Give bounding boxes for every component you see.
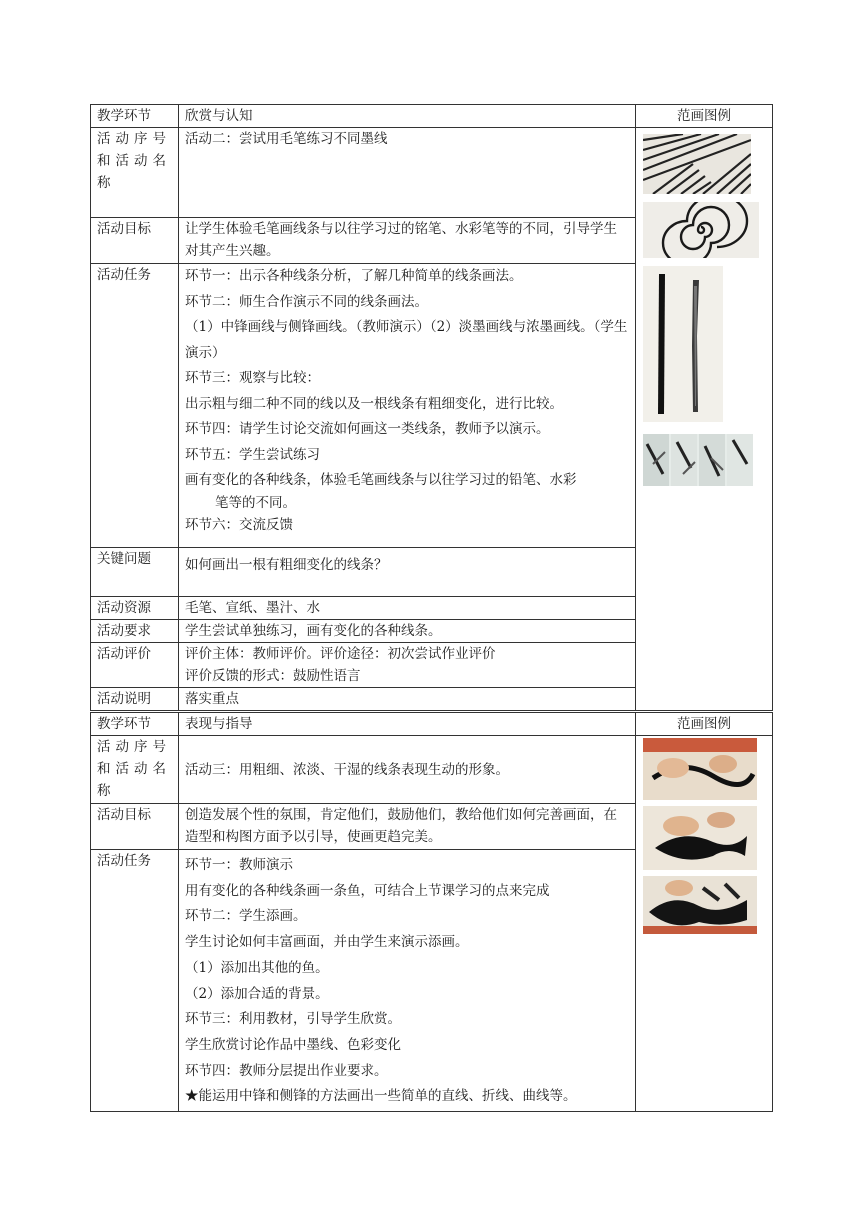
header-cell-stage: 教学环节 bbox=[91, 105, 179, 128]
row-content: 评价主体：教师评价。评价途径：初次尝试作业评价 评价反馈的形式：鼓励性语言 bbox=[179, 643, 636, 688]
table-row bbox=[91, 736, 773, 804]
row-label: 活动资源 bbox=[91, 597, 179, 620]
fish-drawing-photo bbox=[643, 806, 757, 870]
student-practice-photo bbox=[643, 434, 753, 486]
row-content: 毛笔、宣纸、墨汁、水 bbox=[179, 597, 636, 620]
example-images-cell bbox=[636, 736, 773, 1112]
table-row bbox=[91, 128, 773, 218]
table-header-row bbox=[91, 713, 773, 736]
student-addition-photo bbox=[643, 876, 757, 934]
row-label: 活动序号和活动名称 bbox=[91, 736, 179, 804]
row-content: 如何画出一根有粗细变化的线条？ bbox=[179, 548, 636, 597]
header-cell-stage: 教学环节 bbox=[91, 713, 179, 736]
row-label: 活动目标 bbox=[91, 804, 179, 850]
lesson-table-1 bbox=[90, 104, 773, 711]
row-label: 活动要求 bbox=[91, 620, 179, 643]
row-label: 活动目标 bbox=[91, 218, 179, 264]
row-content: 让学生体验毛笔画线条与以往学习过的铭笔、水彩笔等的不同，引导学生对其产生兴趣。 bbox=[179, 218, 636, 264]
header-cell-section: 欣赏与认知 bbox=[179, 105, 636, 128]
row-label: 关键问题 bbox=[91, 548, 179, 597]
row-label: 活动序号和活动名称 bbox=[91, 128, 179, 218]
row-label: 活动任务 bbox=[91, 264, 179, 548]
row-content: 活动二：尝试用毛笔练习不同墨线 bbox=[179, 128, 636, 218]
header-cell-examples: 范画图例 bbox=[636, 105, 773, 128]
row-label: 活动任务 bbox=[91, 850, 179, 1112]
brush-strokes-image bbox=[643, 266, 723, 422]
row-content: 活动三：用粗细、浓淡、干湿的线条表现生动的形象。 bbox=[179, 736, 636, 804]
diagonal-lines-image bbox=[643, 134, 751, 194]
row-label: 活动评价 bbox=[91, 643, 179, 688]
row-label: 活动说明 bbox=[91, 688, 179, 711]
header-cell-section: 表现与指导 bbox=[179, 713, 636, 736]
teacher-demo-photo bbox=[643, 738, 757, 800]
spiral-line-image bbox=[643, 202, 759, 258]
header-cell-examples: 范画图例 bbox=[636, 713, 773, 736]
table-header-row bbox=[91, 105, 773, 128]
example-images-cell bbox=[636, 128, 773, 711]
row-content: 环节一：出示各种线条分析，了解几种简单的线条画法。 环节二：师生合作演示不同的线条画法。 （1）中锋画线与侧锋画线。（教师演示）（2）淡墨画线与浓墨画线。（学生演示） 环节三：观察与比较： 出示粗与细二种不同的线以及一根线条有粗细变化，进行比较。 环节四：请学生讨论交流如何画这一类线条，教师予以演示。 环节五：学生尝试练习 画有变化的各种线条，体验毛笔画线条与以往学习过的铅笔、水彩 笔等的不同。 环节六：交流反馈 bbox=[179, 264, 636, 548]
row-content: 创造发展个性的氛围，肯定他们，鼓励他们，教给他们如何完善画面，在造型和构图方面予以引导，使画更趋完美。 bbox=[179, 804, 636, 850]
row-content: 学生尝试单独练习，画有变化的各种线条。 bbox=[179, 620, 636, 643]
row-content: 环节一：教师演示 用有变化的各种线条画一条鱼，可结合上节课学习的点来完成 环节二：学生添画。 学生讨论如何丰富画面，并由学生来演示添画。 （1）添加出其他的鱼。 （2）添加合适的背景。 环节三：利用教材，引导学生欣赏。 学生欣赏讨论作品中墨线、色彩变化 环节四：教师分层提出作业要求。 ★能运用中锋和侧锋的方法画出一些简单的直线、折线、曲线等。 bbox=[179, 850, 636, 1112]
row-content: 落实重点 bbox=[179, 688, 636, 711]
lesson-table-2 bbox=[90, 712, 773, 1112]
